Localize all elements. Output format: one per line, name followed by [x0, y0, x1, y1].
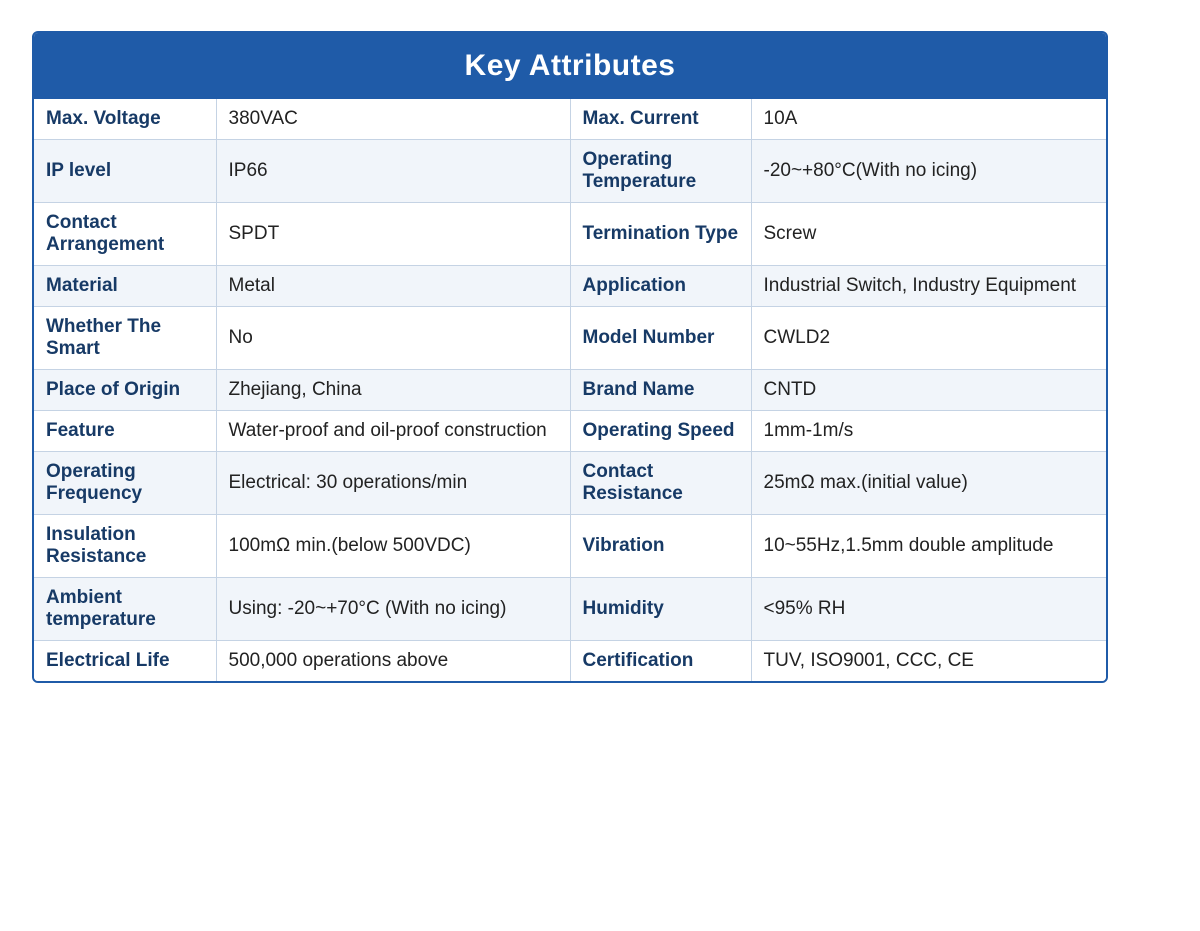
attribute-label: Application [570, 266, 751, 307]
attribute-value: No [216, 307, 570, 370]
attribute-value: Metal [216, 266, 570, 307]
attribute-label: Certification [570, 641, 751, 682]
attribute-value: 10A [751, 99, 1106, 140]
table-row [34, 99, 1106, 140]
attribute-value: Industrial Switch, Industry Equipment [751, 266, 1106, 307]
attribute-label: Material [34, 266, 216, 307]
attribute-value: Water-proof and oil-proof construction [216, 411, 570, 452]
attribute-value: 1mm-1m/s [751, 411, 1106, 452]
attribute-value: TUV, ISO9001, CCC, CE [751, 641, 1106, 682]
attribute-value: 10~55Hz,1.5mm double amplitude [751, 515, 1106, 578]
table-row [34, 307, 1106, 370]
attribute-label: Contact Resistance [570, 452, 751, 515]
attribute-label: Max. Voltage [34, 99, 216, 140]
attribute-value: CNTD [751, 370, 1106, 411]
attribute-value: Screw [751, 203, 1106, 266]
attribute-value: 500,000 operations above [216, 641, 570, 682]
attribute-label: Insulation Resistance [34, 515, 216, 578]
attributes-table [34, 99, 1106, 681]
table-row [34, 140, 1106, 203]
attribute-value: Zhejiang, China [216, 370, 570, 411]
attribute-value: 100mΩ min.(below 500VDC) [216, 515, 570, 578]
table-row [34, 411, 1106, 452]
attribute-label: Electrical Life [34, 641, 216, 682]
table-row [34, 515, 1106, 578]
attribute-value: SPDT [216, 203, 570, 266]
table-row [34, 266, 1106, 307]
table-row [34, 370, 1106, 411]
attribute-value: Electrical: 30 operations/min [216, 452, 570, 515]
attribute-label: Operating Speed [570, 411, 751, 452]
table-row [34, 641, 1106, 682]
attribute-label: Whether The Smart [34, 307, 216, 370]
attribute-label: Operating Frequency [34, 452, 216, 515]
table-row [34, 203, 1106, 266]
attribute-label: Place of Origin [34, 370, 216, 411]
attribute-label: Termination Type [570, 203, 751, 266]
attribute-label: Operating Temperature [570, 140, 751, 203]
table-row [34, 578, 1106, 641]
attribute-value: <95% RH [751, 578, 1106, 641]
key-attributes-card [32, 31, 1108, 683]
attribute-value: Using: -20~+70°C (With no icing) [216, 578, 570, 641]
attribute-value: IP66 [216, 140, 570, 203]
attribute-label: Feature [34, 411, 216, 452]
attribute-value: CWLD2 [751, 307, 1106, 370]
table-title: Key Attributes [34, 33, 1106, 99]
attribute-value: 25mΩ max.(initial value) [751, 452, 1106, 515]
attribute-label: Brand Name [570, 370, 751, 411]
attribute-value: -20~+80°C(With no icing) [751, 140, 1106, 203]
attribute-label: Vibration [570, 515, 751, 578]
attribute-label: Contact Arrangement [34, 203, 216, 266]
attribute-label: Ambient temperature [34, 578, 216, 641]
attribute-label: Model Number [570, 307, 751, 370]
attribute-value: 380VAC [216, 99, 570, 140]
attribute-label: Max. Current [570, 99, 751, 140]
attribute-label: Humidity [570, 578, 751, 641]
table-row [34, 452, 1106, 515]
attribute-label: IP level [34, 140, 216, 203]
